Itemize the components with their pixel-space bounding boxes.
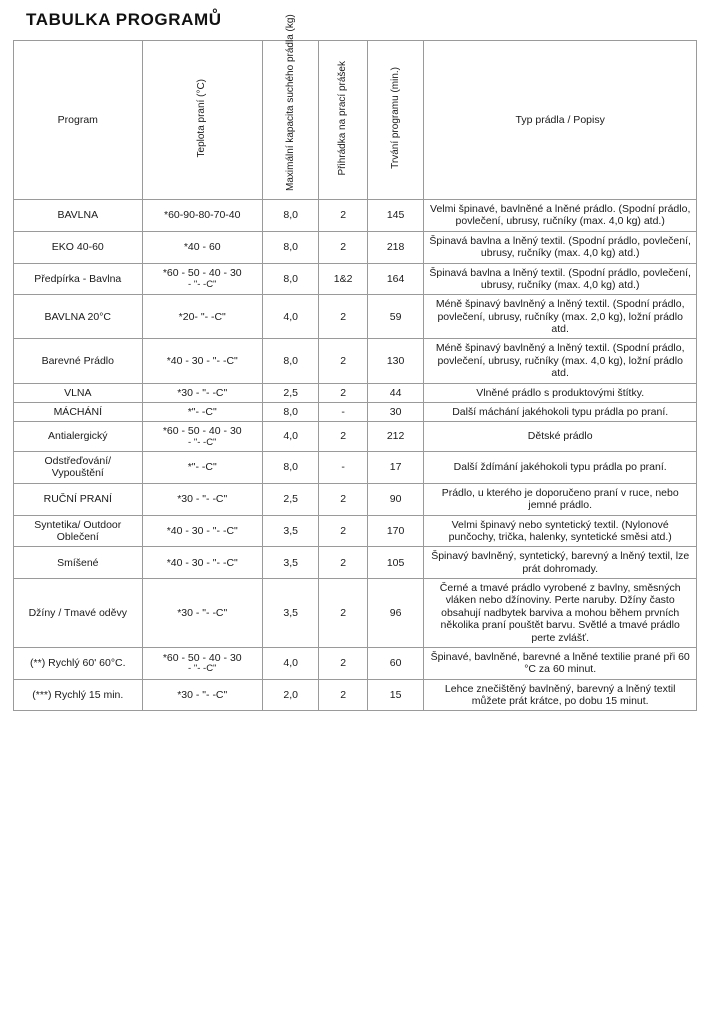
- column-header-detergent: [319, 41, 367, 200]
- cell-type: Další máchání jakéhokoli typu prádla po praní.: [424, 402, 697, 421]
- program-table-page: [0, 10, 701, 1010]
- cell-type: Vlněné prádlo s produktovými štítky.: [424, 383, 697, 402]
- cell-type: Velmi špinavé, bavlněné a lněné prádlo. (Spodní prádlo, povlečení, ubrusy, ručníky (max. 4,0 kg) atd.): [424, 200, 697, 232]
- cell-temperature: *"- -C": [142, 452, 262, 484]
- column-header-duration: [367, 41, 424, 200]
- cell-detergent: 2: [319, 679, 367, 711]
- cell-detergent: 2: [319, 579, 367, 648]
- cell-duration: 105: [367, 547, 424, 579]
- table-row: [14, 647, 697, 679]
- cell-program: Džíny / Tmavé oděvy: [14, 579, 143, 648]
- cell-temperature: *30 - "- -C": [142, 383, 262, 402]
- table-row: [14, 422, 697, 452]
- page-title: TABULKA PROGRAMŮ: [26, 10, 222, 29]
- cell-detergent: 2: [319, 515, 367, 547]
- cell-program: BAVLNA: [14, 200, 143, 232]
- cell-temperature: *40 - 30 - "- -C": [142, 547, 262, 579]
- cell-duration: 30: [367, 402, 424, 421]
- cell-type: Špinavé, bavlněné, barevné a lněné textilie prané při 60 °C za 60 minut.: [424, 647, 697, 679]
- cell-temperature: *60 - 50 - 40 - 30 - "- -C": [142, 263, 262, 295]
- cell-duration: 218: [367, 231, 424, 263]
- cell-duration: 15: [367, 679, 424, 711]
- cell-detergent: 2: [319, 422, 367, 452]
- column-header-capacity: [262, 14, 319, 200]
- cell-detergent: 2: [319, 547, 367, 579]
- cell-type: Špinavý bavlněný, syntetický, barevný a lněný textil, lze prát dohromady.: [424, 547, 697, 579]
- cell-duration: 170: [367, 515, 424, 547]
- cell-program: Předpírka - Bavlna: [14, 263, 143, 295]
- cell-duration: 164: [367, 263, 424, 295]
- cell-type: Velmi špinavý nebo syntetický textil. (Nylonové punčochy, trička, halenky, syntetické směsi atd.): [424, 515, 697, 547]
- cell-capacity: 8,0: [262, 263, 319, 295]
- cell-duration: 44: [367, 383, 424, 402]
- cell-detergent: 2: [319, 200, 367, 232]
- cell-capacity: 4,0: [262, 647, 319, 679]
- table-row: [14, 263, 697, 295]
- cell-program: Odstřeďování/ Vypouštění: [14, 452, 143, 484]
- cell-capacity: 2,5: [262, 383, 319, 402]
- cell-capacity: 3,5: [262, 515, 319, 547]
- cell-temperature: *60 - 50 - 40 - 30 - "- -C": [142, 422, 262, 452]
- column-header-duration-label: Trvání programu (min.): [389, 67, 401, 170]
- table-body: [14, 200, 697, 711]
- cell-capacity: 3,5: [262, 547, 319, 579]
- cell-capacity: 2,5: [262, 483, 319, 515]
- cell-duration: 130: [367, 339, 424, 383]
- cell-type: Méně špinavý bavlněný a lněný textil. (Spodní prádlo, povlečení, ubrusy, ručníky (max. 2,0 kg), ložní prádlo atd.: [424, 295, 697, 339]
- cell-type: Černé a tmavé prádlo vyrobené z bavlny, směsných vláken nebo džínoviny. Perte naruby. Džíny často obsahují nadbytek barviva a mohou během prvních několika praní pouštět barvu. Světlé a tmavé prádlo perte zvlášť.: [424, 579, 697, 648]
- cell-program: BAVLNA 20°C: [14, 295, 143, 339]
- cell-type: Prádlo, u kterého je doporučeno praní v ruce, nebo jemné prádlo.: [424, 483, 697, 515]
- cell-duration: 212: [367, 422, 424, 452]
- cell-detergent: -: [319, 402, 367, 421]
- cell-duration: 60: [367, 647, 424, 679]
- cell-detergent: 2: [319, 483, 367, 515]
- table-row: [14, 579, 697, 648]
- cell-capacity: 3,5: [262, 579, 319, 648]
- cell-program: Syntetika/ Outdoor Oblečení: [14, 515, 143, 547]
- cell-program: RUČNÍ PRANÍ: [14, 483, 143, 515]
- table-row: [14, 515, 697, 547]
- column-header-detergent-label: Přihrádka na prací prášek: [337, 61, 349, 176]
- cell-detergent: 2: [319, 339, 367, 383]
- table-row: [14, 452, 697, 484]
- cell-program: Antialergický: [14, 422, 143, 452]
- cell-capacity: 4,0: [262, 422, 319, 452]
- table-row: [14, 483, 697, 515]
- cell-capacity: 4,0: [262, 295, 319, 339]
- cell-capacity: 8,0: [262, 452, 319, 484]
- cell-detergent: 2: [319, 383, 367, 402]
- cell-program: (**) Rychlý 60' 60°C.: [14, 647, 143, 679]
- table-row: [14, 231, 697, 263]
- column-header-capacity-label: Maximální kapacita suchého prádla (kg): [284, 14, 296, 192]
- cell-temperature: *20- "- -C": [142, 295, 262, 339]
- table-row: [14, 679, 697, 711]
- cell-temperature: *"- -C": [142, 402, 262, 421]
- cell-type: Další ždímání jakéhokoli typu prádla po praní.: [424, 452, 697, 484]
- cell-type: Méně špinavý bavlněný a lněný textil. (Spodní prádlo, povlečení, ubrusy, ručníky (max. 4,0 kg), ložní prádlo atd.: [424, 339, 697, 383]
- cell-duration: 17: [367, 452, 424, 484]
- cell-type: Špinavá bavlna a lněný textil. (Spodní prádlo, povlečení, ubrusy, ručníky (max. 4,0 kg) atd.): [424, 263, 697, 295]
- cell-temperature: *60-90-80-70-40: [142, 200, 262, 232]
- cell-temperature: *40 - 30 - "- -C": [142, 339, 262, 383]
- cell-program: MÁCHÁNÍ: [14, 402, 143, 421]
- cell-duration: 59: [367, 295, 424, 339]
- cell-detergent: 2: [319, 295, 367, 339]
- cell-detergent: -: [319, 452, 367, 484]
- column-header-type: Typ prádla / Popisy: [424, 41, 697, 200]
- cell-duration: 96: [367, 579, 424, 648]
- cell-capacity: 8,0: [262, 200, 319, 232]
- cell-temperature: *60 - 50 - 40 - 30 - "- -C": [142, 647, 262, 679]
- cell-capacity: 8,0: [262, 339, 319, 383]
- cell-detergent: 1&2: [319, 263, 367, 295]
- table-header-row: [14, 41, 697, 200]
- cell-temperature: *40 - 30 - "- -C": [142, 515, 262, 547]
- cell-temperature: *30 - "- -C": [142, 679, 262, 711]
- table-row: [14, 339, 697, 383]
- table-row: [14, 295, 697, 339]
- cell-temperature: *30 - "- -C": [142, 483, 262, 515]
- cell-duration: 90: [367, 483, 424, 515]
- cell-program: EKO 40-60: [14, 231, 143, 263]
- cell-detergent: 2: [319, 231, 367, 263]
- table-row: [14, 383, 697, 402]
- table-row: [14, 200, 697, 232]
- cell-capacity: 8,0: [262, 231, 319, 263]
- cell-type: Špinavá bavlna a lněný textil. (Spodní prádlo, povlečení, ubrusy, ručníky (max. 4,0 kg) atd.): [424, 231, 697, 263]
- column-header-program: Program: [14, 41, 143, 200]
- cell-program: Barevné Prádlo: [14, 339, 143, 383]
- cell-program: Smíšené: [14, 547, 143, 579]
- table-row: [14, 402, 697, 421]
- cell-duration: 145: [367, 200, 424, 232]
- cell-type: Dětské prádlo: [424, 422, 697, 452]
- cell-type: Lehce znečištěný bavlněný, barevný a lněný textil můžete prát krátce, po dobu 15 minut.: [424, 679, 697, 711]
- cell-program: (***) Rychlý 15 min.: [14, 679, 143, 711]
- cell-capacity: 8,0: [262, 402, 319, 421]
- column-header-temperature-label: Teplota praní (°C): [196, 79, 208, 158]
- cell-temperature: *40 - 60: [142, 231, 262, 263]
- column-header-temperature: [142, 41, 262, 200]
- cell-program: VLNA: [14, 383, 143, 402]
- cell-detergent: 2: [319, 647, 367, 679]
- cell-temperature: *30 - "- -C": [142, 579, 262, 648]
- cell-capacity: 2,0: [262, 679, 319, 711]
- table-row: [14, 547, 697, 579]
